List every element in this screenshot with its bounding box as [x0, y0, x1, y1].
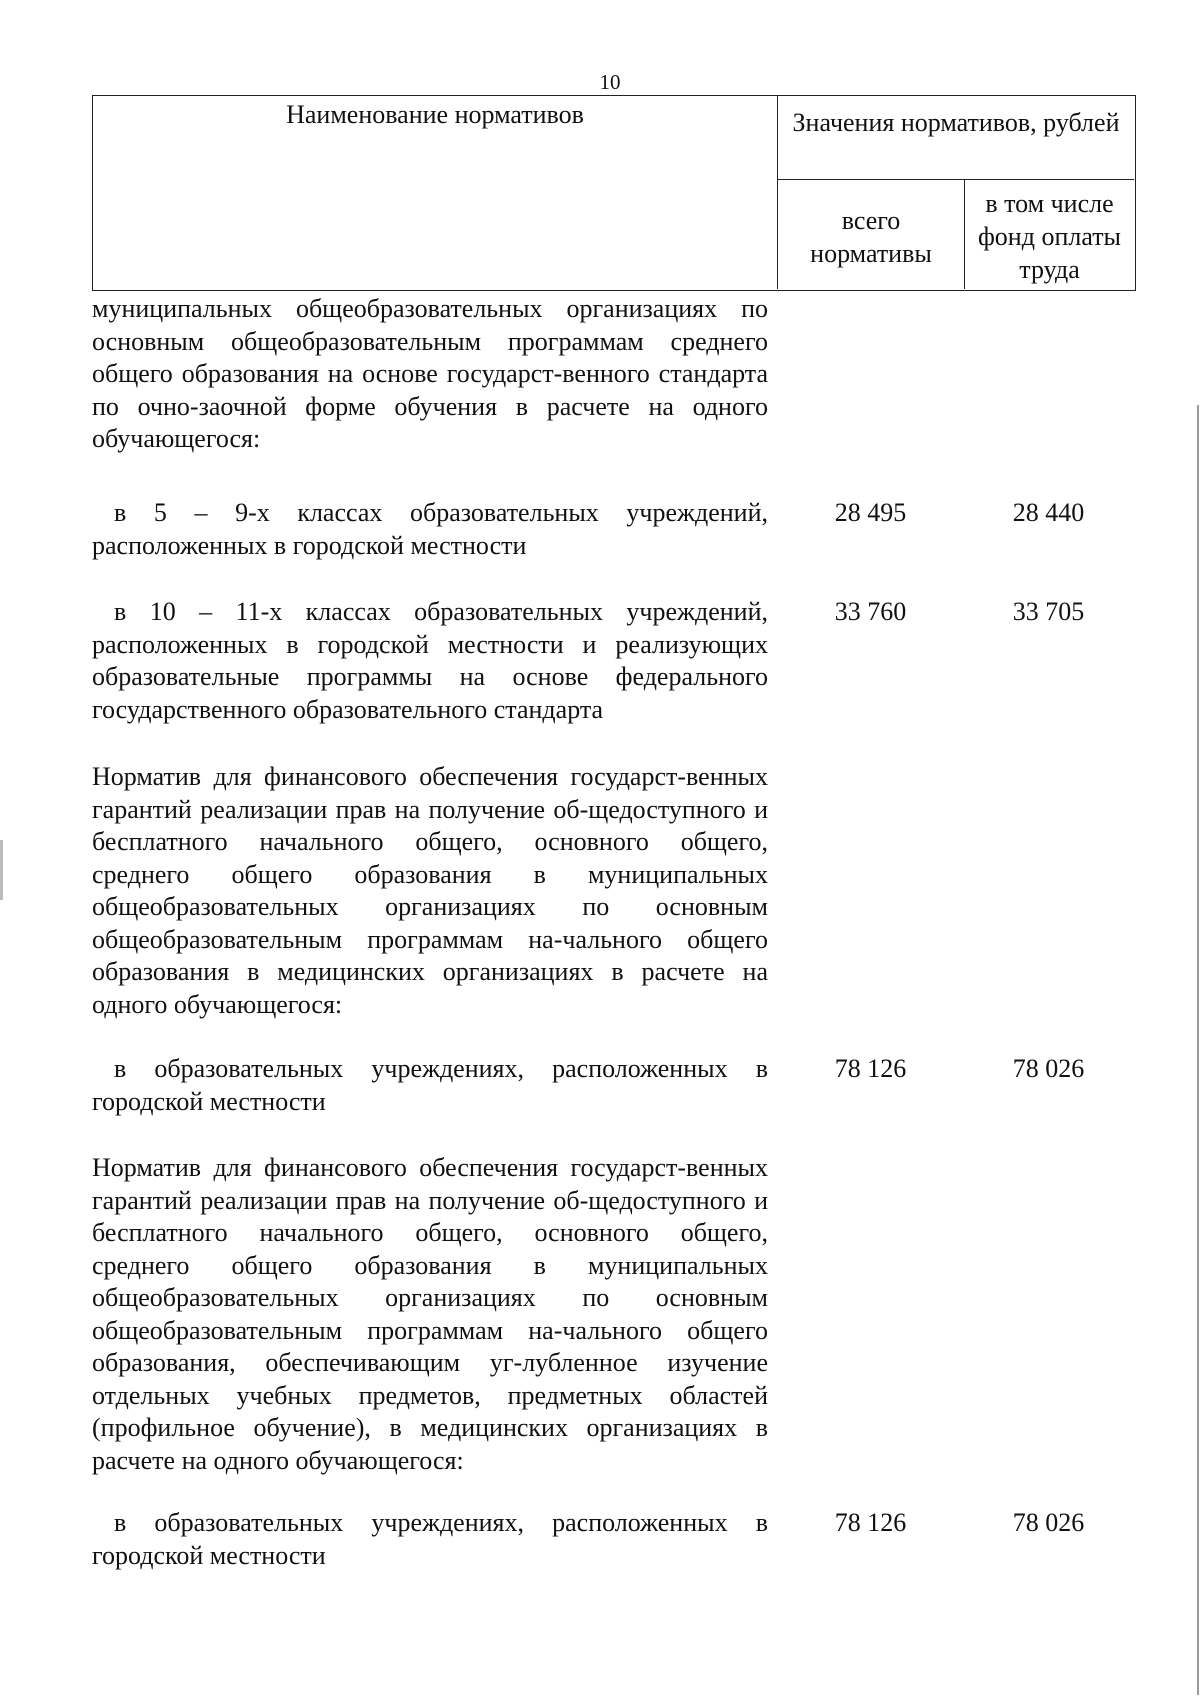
row-total-value: 28 495 — [834, 498, 907, 527]
row-fund-value: 28 440 — [1012, 498, 1085, 527]
row-description: в 10 – 11-х классах образовательных учреждений, расположенных в городской местности и реализующих образовательные программы на основе федерального государственного образовательного стандарта — [92, 597, 768, 724]
row-description: в 5 – 9-х классах образовательных учреждений, расположенных в городской местности — [92, 498, 768, 560]
row-total-value: 78 126 — [834, 1054, 907, 1083]
row-fund-value: 33 705 — [1012, 597, 1085, 626]
row-description: муниципальных общеобразовательных организациях по основным общеобразовательным программам среднего общего образования на основе государст-венного стандарта по очно-заочной форме обучения в расчете на одного обучающегося: — [92, 294, 768, 453]
row-description: в образовательных учреждениях, расположенных в городской местности — [92, 1054, 768, 1116]
row-description: в образовательных учреждениях, расположенных в городской местности — [92, 1508, 768, 1570]
row-description: Норматив для финансового обеспечения государст-венных гарантий реализации прав на получение об-щедоступного и бесплатного начального общего, основного общего, среднего общего образования в муниципальных общеобразовательных организациях по основным общеобразовательным программам на-чального общего образования в медицинских организациях в расчете на одного обучающегося: — [92, 762, 768, 1019]
row-description: Норматив для финансового обеспечения государст-венных гарантий реализации прав на получение об-щедоступного и бесплатного начального общего, основного общего, среднего общего образования в муниципальных общеобразовательных организациях по основным общеобразовательным программам на-чального общего образования, обеспечивающим уг-лубленное изучение отдельных учебных предметов, предметных областей (профильное обучение), в медицинских организациях в расчете на одного обучающегося: — [92, 1153, 768, 1475]
header-fund-column: в том числе фонд оплаты труда — [977, 189, 1122, 284]
table-header — [92, 95, 1136, 291]
scan-margin-mark — [0, 840, 3, 900]
row-fund-value: 78 026 — [1012, 1508, 1085, 1537]
row-fund-value: 78 026 — [1012, 1054, 1085, 1083]
scan-edge-line — [1197, 405, 1199, 1695]
header-total-column: всего нормативы — [778, 180, 965, 289]
header-name-column: Наименование нормативов — [93, 96, 778, 289]
row-total-value: 78 126 — [834, 1508, 907, 1537]
header-values-column: Значения нормативов, рублей — [778, 96, 1134, 180]
page-number: 10 — [599, 70, 621, 94]
row-total-value: 33 760 — [834, 597, 907, 626]
